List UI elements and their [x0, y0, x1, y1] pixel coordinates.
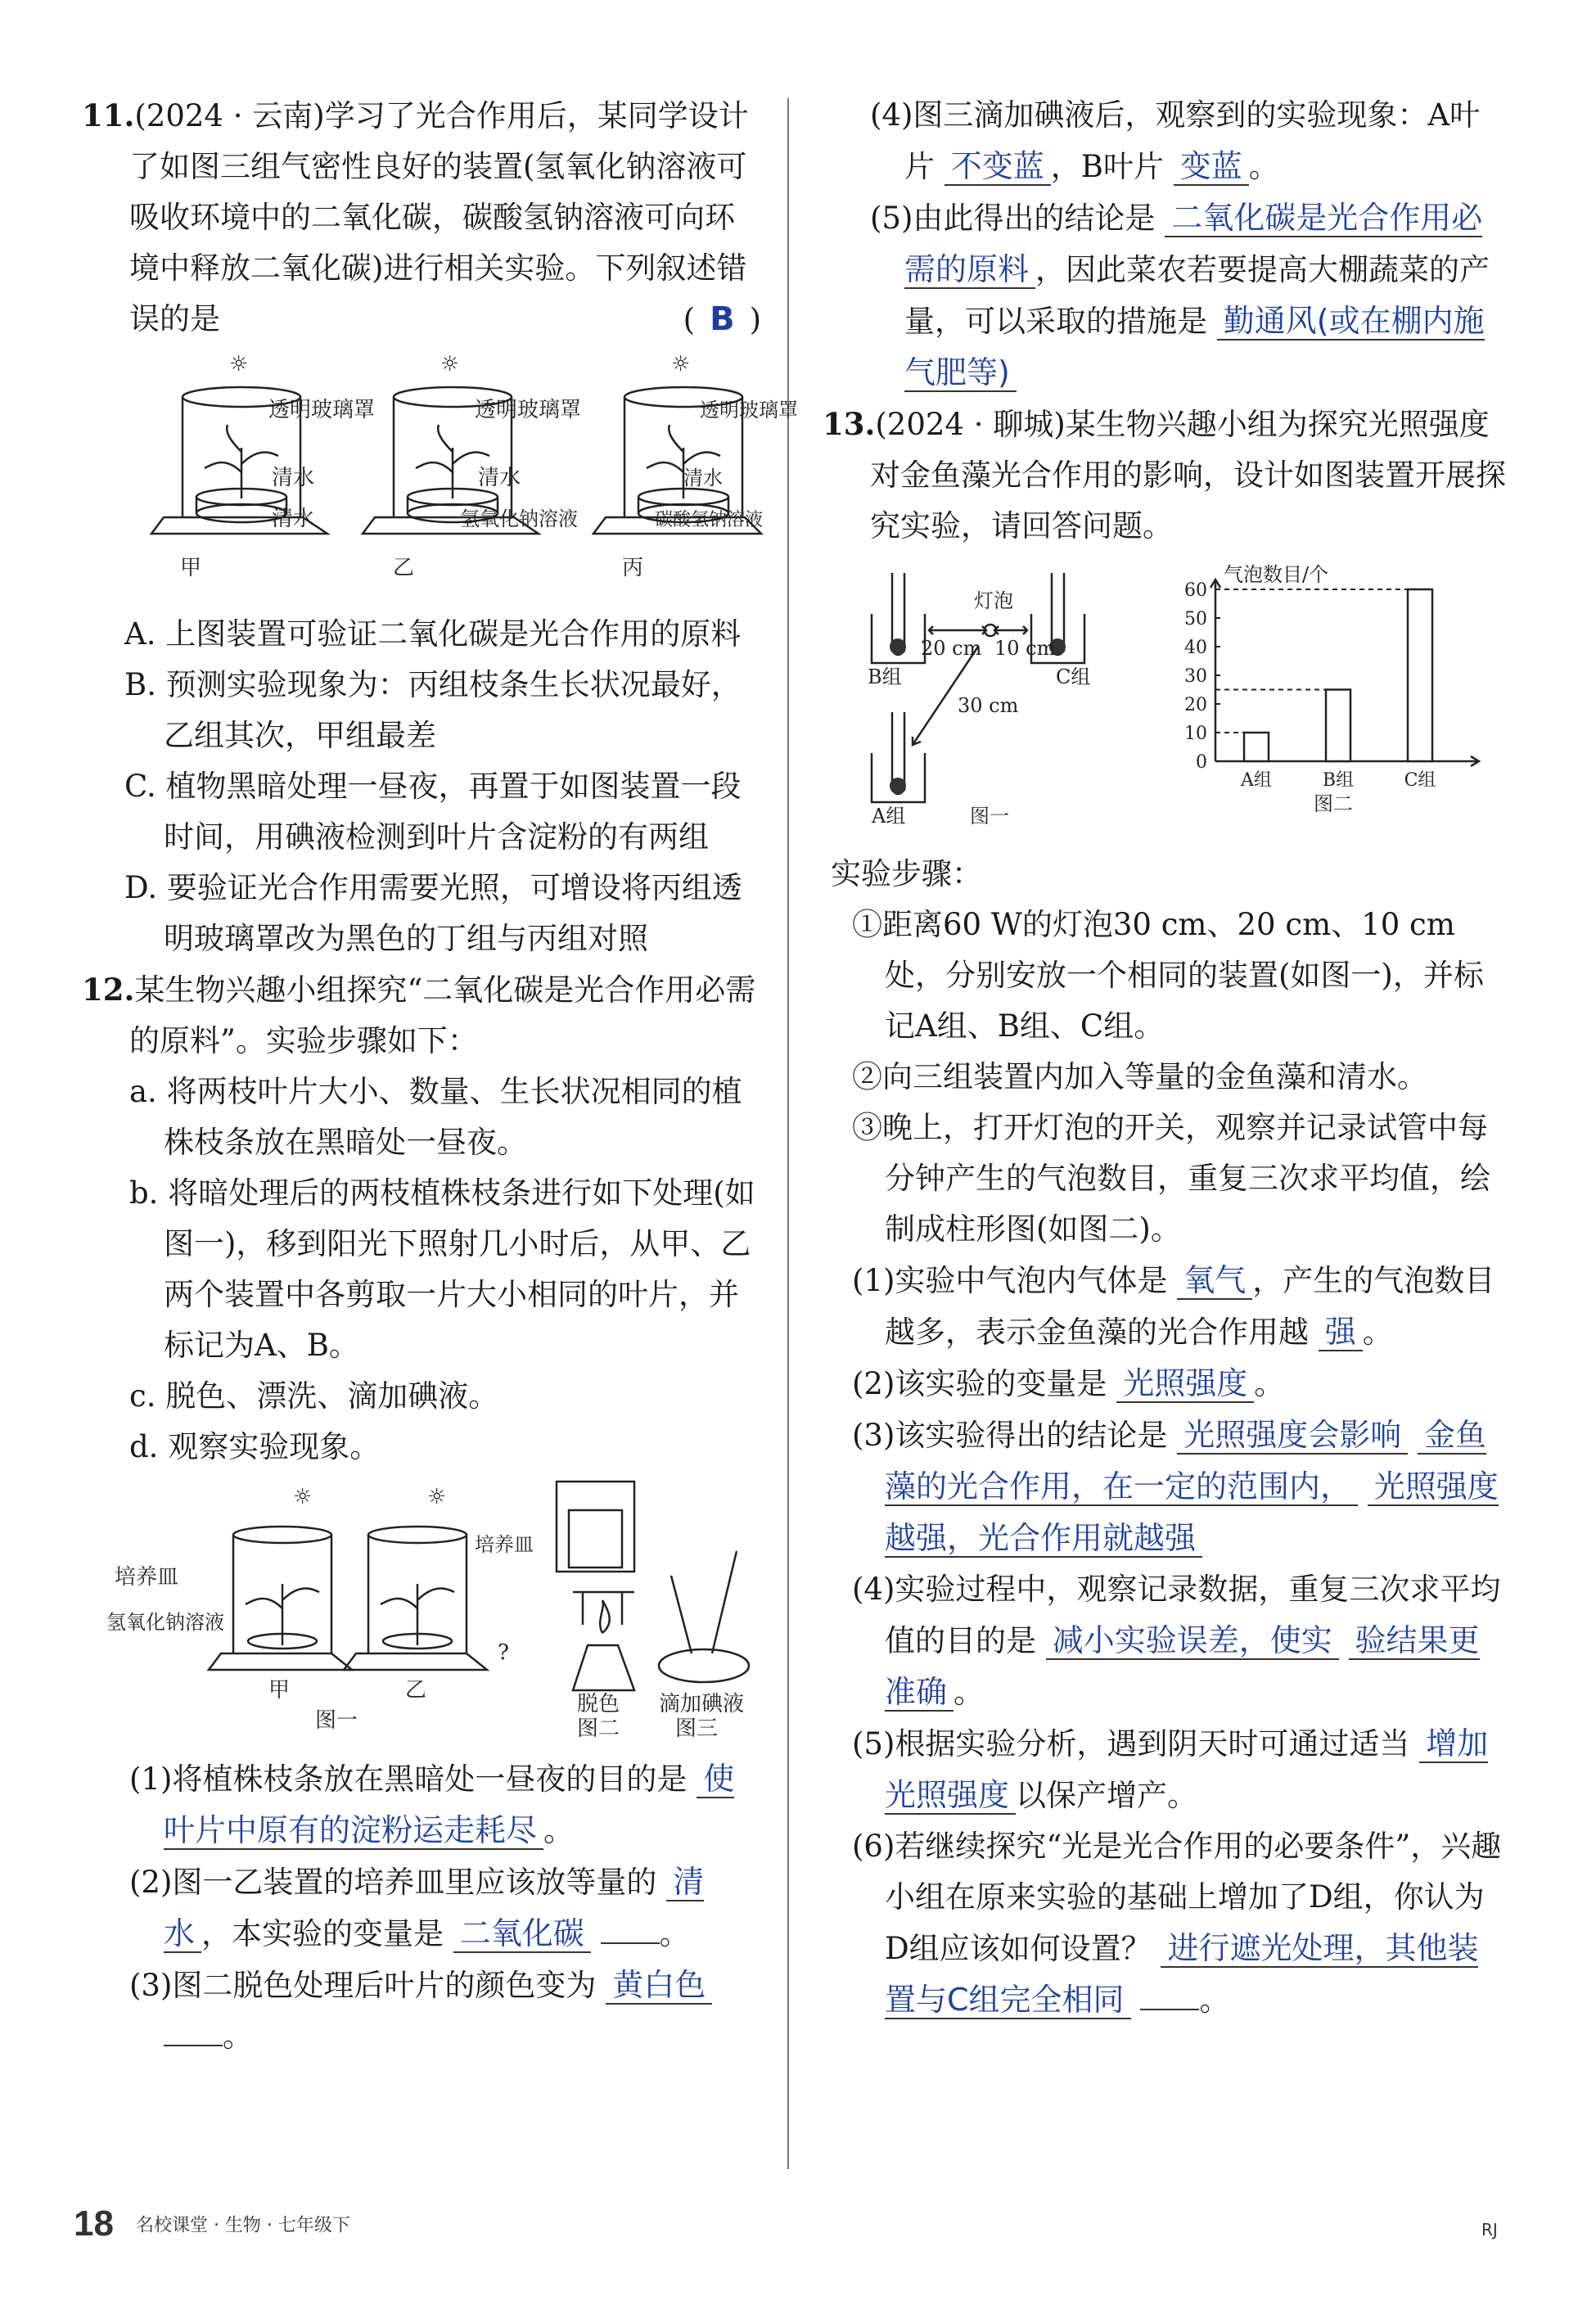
blank-line: [601, 1942, 660, 1944]
label-water-4: 清水: [683, 467, 723, 489]
q12-sub3: (3)图二脱色处理后叶片的颜色变为 黄白色 。: [82, 1960, 761, 2062]
left-column: [82, 90, 798, 2062]
bubble-count-chart: [1184, 563, 1479, 815]
group-yi: 乙: [393, 556, 415, 580]
q13-sub5: (5)根据实验分析，遇到阴天时可通过适当 增加光照强度 以保产增产。: [852, 1725, 1489, 1813]
fig2-caption: 图二: [1314, 792, 1353, 815]
q13-figures: [823, 557, 1506, 842]
q13-sub4-answer-1: 减小实验误差，使实: [1046, 1622, 1339, 1660]
fig1-caption: 图一: [315, 1708, 358, 1733]
q13-stem: [823, 399, 1506, 552]
label-glass-2: 透明玻璃罩: [475, 398, 582, 422]
q11-stem-text: 学习了光合作用后，某同学设计了如图三组气密性良好的装置(氢氧化钠溶液可吸收环境中的二氧化碳，碳酸氢钠溶液可向环境中释放二氧化碳)进行相关实验。下列叙述错误的是: [129, 98, 749, 336]
sun-icon: ☼: [671, 352, 691, 377]
category-label: C组: [1404, 770, 1436, 791]
label-water-1: 清水: [272, 466, 315, 490]
label-naoh: 氢氧化钠溶液: [106, 1611, 224, 1634]
label-naoh: 氢氧化钠溶液: [460, 507, 578, 530]
sun-icon: ☼: [229, 352, 249, 377]
blank-line: [1140, 2008, 1199, 2010]
group-jia: 甲: [180, 556, 202, 580]
label-30cm: 30 cm: [958, 694, 1019, 717]
bar: [1408, 589, 1432, 761]
q13-sub4-answer-2: 验结果更准确: [885, 1622, 1480, 1710]
q12-number: 12.: [82, 972, 135, 1008]
page-number: 18: [74, 2204, 114, 2244]
q13-diagram-and-chart: [855, 557, 1494, 827]
q12-figure: [82, 1477, 761, 1747]
q12-step-c: c. 脱色、漂洗、滴加碘液。: [129, 1378, 499, 1414]
q12-step-d: d. 观察实验现象。: [129, 1429, 381, 1464]
q11-figure: [82, 350, 798, 602]
q13-step-2: ②向三组装置内加入等量的金鱼藻和清水。: [852, 1059, 1427, 1094]
label-water-2: 清水: [272, 507, 315, 531]
blank-line: [164, 2044, 223, 2046]
q11-option-b: B. 预测实验现象为：丙组枝条生长状况最好，乙组其次，甲组最差: [124, 667, 742, 753]
y-tick-label: 10: [1184, 724, 1207, 744]
q13-sub2-answer: 光照强度: [1116, 1365, 1254, 1403]
page-footer: [74, 2204, 350, 2244]
label-10cm: 10 cm: [994, 637, 1056, 660]
q11-option-a: A. 上图装置可验证二氧化碳是光合作用的原料: [124, 616, 742, 652]
q13-source: (2024 · 聊城): [875, 407, 1066, 442]
q12-step-a: a. 将两枝叶片大小、数量、生长状况相同的植株枝条放在黑暗处一昼夜。: [129, 1074, 742, 1160]
q12-sub1: (1)将植株枝条放在黑暗处一昼夜的目的是 使叶片中原有的淀粉运走耗尽 。: [129, 1761, 735, 1848]
q12-sub4: (4)图三滴加碘液后，观察到的实验现象：A叶片 不变蓝 ，B叶片 变蓝 。: [870, 97, 1481, 184]
q12-sub2: (2)图一乙装置的培养皿里应该放等量的 清水 ，本实验的变量是 二氧化碳 。: [129, 1864, 705, 1951]
y-tick-label: 50: [1184, 609, 1207, 629]
bar: [1326, 690, 1350, 762]
q13-sub3-answer-3: 光照强度越强，光合作用就越强: [885, 1468, 1499, 1556]
label-dish: 培养皿: [115, 1565, 179, 1590]
q11-source: (2024 · 云南): [134, 98, 325, 133]
label-qmark: ?: [498, 1640, 509, 1665]
label-glass-1: 透明玻璃罩: [268, 398, 376, 422]
label-dish-2: 培养皿: [475, 1533, 534, 1556]
category-label: B组: [1322, 770, 1355, 791]
book-title: 名校课堂 · 生物 · 七年级下: [135, 2215, 350, 2236]
label-iodine: 滴加碘液: [659, 1692, 745, 1716]
label-glass-3: 透明玻璃罩: [700, 399, 798, 422]
y-tick-label: 60: [1184, 580, 1207, 601]
q12-sub5-answer-a: 二氧化碳是光合作用必需的原料: [904, 200, 1483, 287]
q11-number: 11.: [82, 97, 135, 133]
fig3-caption: 图三: [675, 1716, 719, 1741]
fig1-jia: 甲: [268, 1678, 291, 1703]
q13-step-1: ①距离60 W的灯泡30 cm、20 cm、10 cm处，分别安放一个相同的装置(如图一)，并标记A组、B组、C组。: [852, 907, 1484, 1044]
label-group-c: C组: [1056, 665, 1091, 688]
q12-sub4-answer-b: 变蓝: [1174, 148, 1249, 186]
q12-stem-text: 某生物兴趣小组探究“二氧化碳是光合作用必需的原料”。实验步骤如下：: [129, 972, 756, 1058]
q12-sub4-answer-a: 不变蓝: [945, 148, 1051, 186]
y-tick-label: 0: [1196, 752, 1207, 773]
y-tick-label: 40: [1184, 638, 1207, 658]
q11-option-c: C. 植物黑暗处理一昼夜，再置于如图装置一段时间，用碘液检测到叶片含淀粉的有两组: [124, 769, 742, 855]
fig2-caption: 图二: [577, 1716, 620, 1741]
q13-step-3: ③晚上，打开灯泡的开关，观察并记录试管中每分钟产生的气泡数目，重复三次求平均值，绘制成柱形图(如图二)。: [852, 1110, 1490, 1247]
q13-sub6: (6)若继续探究“光是光合作用的必要条件”，兴趣小组在原来实验的基础上增加了D组，你认为D组应该如何设置？ 进行遮光处理，其他装置与C组完全相同 。: [852, 1829, 1502, 2018]
q12-sub2-answer-b: 二氧化碳: [453, 1915, 591, 1953]
q11-option-d: D. 要验证光合作用需要光照，可增设将丙组透明玻璃罩改为黑色的丁组与丙组对照: [124, 870, 742, 956]
label-20cm: 20 cm: [921, 637, 982, 660]
q11-answer: B: [710, 300, 735, 338]
q11-stem: [82, 90, 761, 345]
label-decolor: 脱色: [577, 1692, 620, 1716]
y-tick-label: 30: [1184, 666, 1207, 687]
y-tick-label: 20: [1184, 695, 1207, 715]
bar: [1244, 733, 1269, 761]
q13-sub6-answer: 进行遮光处理，其他装置与C组完全相同: [885, 1930, 1479, 2018]
label-group-a: A组: [872, 805, 906, 828]
sun-icon: ☼: [440, 352, 460, 377]
label-bulb: 灯泡: [974, 589, 1013, 612]
q13-sub1-answer-b: 强: [1319, 1314, 1363, 1351]
q13-sub1: (1)实验中气泡内气体是 氧气 ，产生的气泡数目越多，表示金鱼藻的光合作用越 强 。: [852, 1262, 1495, 1350]
q12-sub1-answer: 使叶片中原有的淀粉运走耗尽: [164, 1761, 735, 1848]
q12-sub5: (5)由此得出的结论是 二氧化碳是光合作用必需的原料 ，因此菜农若要提高大棚蔬菜的产量，可以采取的措施是 勤通风(或在棚内施气肥等): [870, 200, 1490, 390]
q12-apparatus-diagram: [82, 1477, 761, 1741]
q13-sub4: (4)实验过程中，观察记录数据，重复三次求平均值的目的是 减小实验误差，使实 验结果更准确 。: [852, 1572, 1501, 1710]
q12-stem: [82, 964, 761, 1067]
q11-answer-box: ( B ): [683, 300, 761, 338]
y-axis-label: 气泡数目/个: [1224, 563, 1329, 586]
q12-sub5-answer-b: 勤通风(或在棚内施气肥等): [904, 303, 1485, 390]
q13-sub3-answer-2: 金鱼藻的光合作用，在一定的范围内，: [885, 1417, 1486, 1504]
label-group-b: B组: [868, 665, 902, 688]
category-label: A组: [1241, 770, 1272, 791]
q13-number: 13.: [823, 406, 876, 442]
q13-steps-title: 实验步骤：: [831, 856, 982, 891]
right-column: [823, 90, 1506, 2026]
q13-sub2: (2)该实验的变量是 光照强度 。: [852, 1365, 1285, 1401]
fig1-caption: 图一: [970, 805, 1009, 828]
q12-sub3-answer: 黄白色: [606, 1967, 712, 2005]
q11-apparatus-diagram: [82, 350, 798, 587]
q12-step-b: b. 将暗处理后的两枝植株枝条进行如下处理(如图一)，移到阳光下照射几小时后，从甲、乙两个装置中各剪取一片大小相同的叶片，并标记为A、B。: [129, 1175, 755, 1363]
q13-sub1-answer-a: 氧气: [1177, 1262, 1252, 1300]
q13-sub3: (3)该实验得出的结论是 光照强度会影响 金鱼藻的光合作用，在一定的范围内， 光照强度越强，光合作用就越强: [852, 1417, 1499, 1556]
label-water-3: 清水: [478, 466, 521, 490]
q13-stem-text: 某生物兴趣小组为探究光照强度对金鱼藻光合作用的影响，设计如图装置开展探究实验，请回答问题。: [870, 407, 1506, 544]
q12-sub2-answer-a: 清水: [164, 1864, 705, 1951]
fig1-yi: 乙: [405, 1678, 427, 1703]
label-nahco3: 碳酸氢钠溶液: [655, 510, 764, 530]
sun-icon: ☼: [427, 1485, 447, 1509]
edition-mark: RJ: [1481, 2220, 1498, 2240]
sun-icon: ☼: [293, 1485, 313, 1509]
q13-sub5-answer: 增加光照强度: [885, 1725, 1489, 1813]
q13-sub3-answer-1: 光照强度会影响: [1177, 1417, 1408, 1455]
group-bing: 丙: [622, 556, 644, 580]
